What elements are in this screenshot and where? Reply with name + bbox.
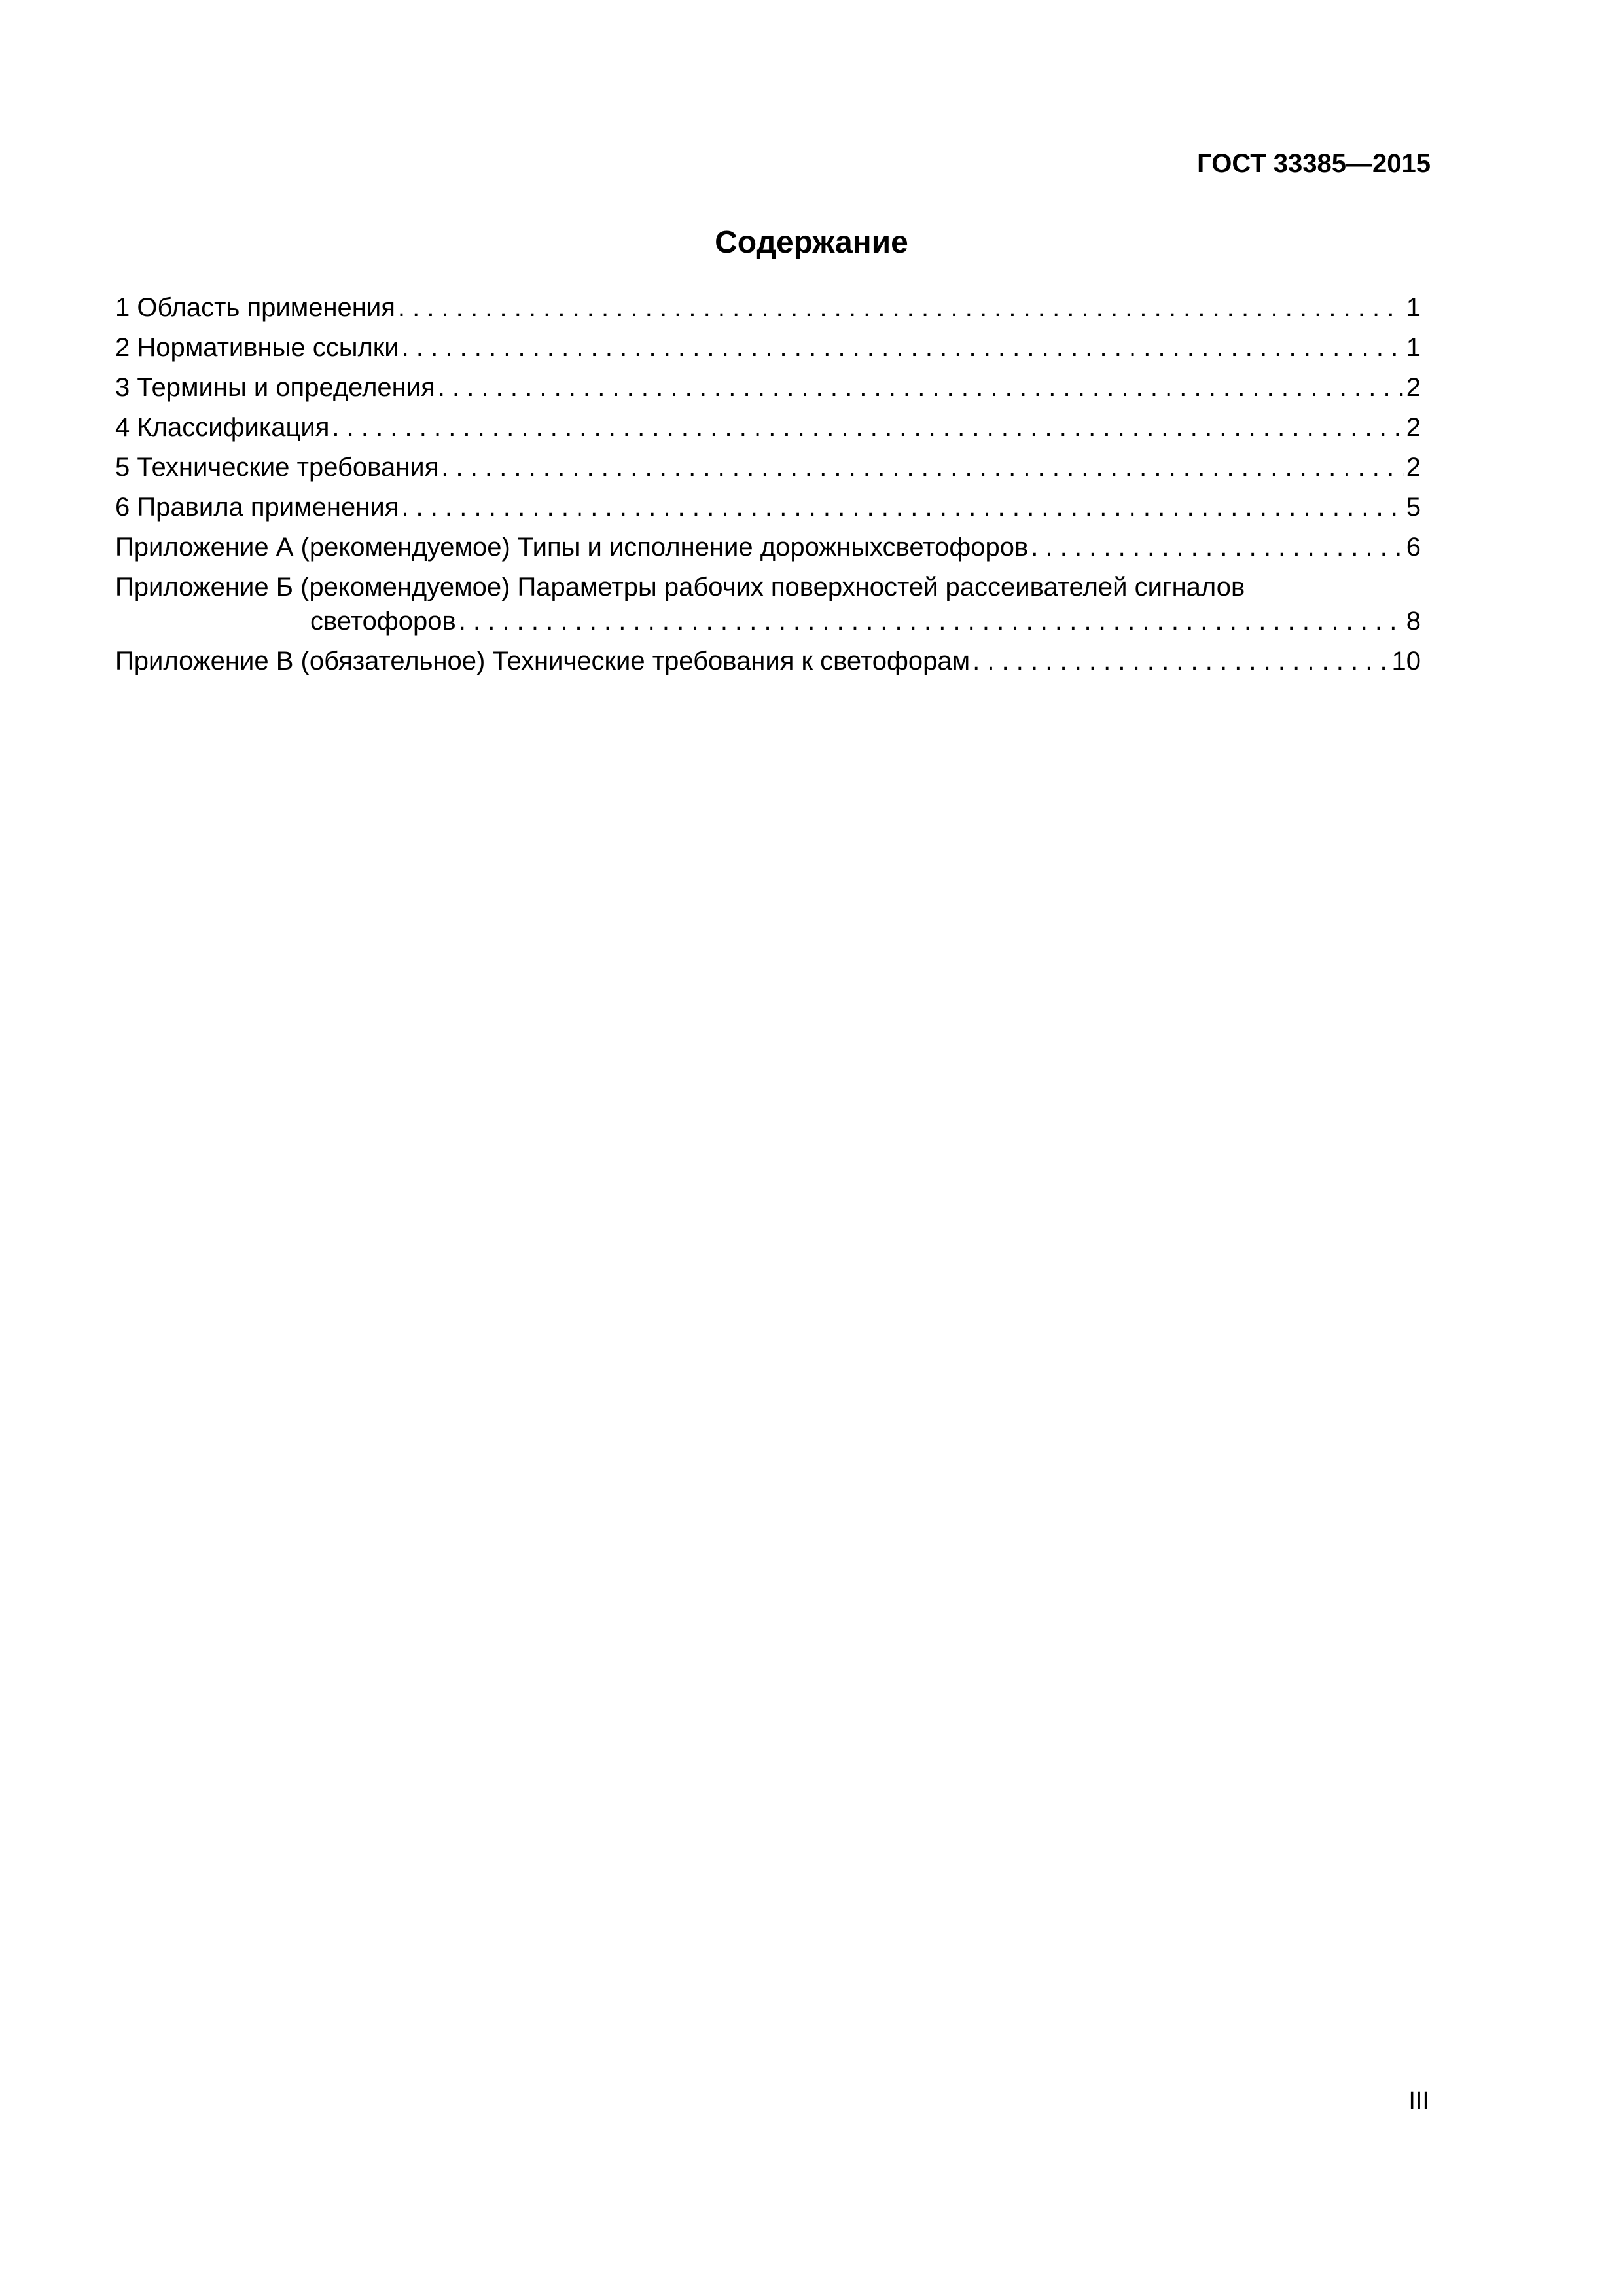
toc-entry[interactable] — [115, 571, 1421, 638]
toc-entry-label: Приложение В (обязательное) Технические требования к светофорам — [115, 647, 971, 675]
toc-entry-page: 1 — [1406, 293, 1421, 322]
toc-entry-continuation — [115, 605, 1421, 638]
toc-dot-leader — [441, 452, 1403, 483]
toc-entry[interactable] — [115, 492, 1421, 531]
toc-dot-leader — [438, 372, 1404, 403]
toc-entry-page: 1 — [1406, 333, 1421, 362]
toc-entry-label: 2 Нормативные ссылки — [115, 333, 399, 362]
toc-dot-leader — [398, 292, 1404, 323]
toc-entry-label: 6 Правила применения — [115, 493, 399, 522]
toc-dot-leader — [332, 412, 1403, 443]
toc-entry-label: Приложение А (рекомендуемое) Типы и исполнение дорожныхсветофоров — [115, 533, 1029, 562]
toc-entry-label: 1 Область применения — [115, 293, 395, 322]
toc-entry-page: 8 — [1406, 607, 1421, 636]
table-of-contents — [115, 292, 1421, 685]
toc-entry-label: Приложение Б (рекомендуемое) Параметры рабочих поверхностей рассеивателей сигналов — [115, 573, 1245, 601]
toc-entry-page: 6 — [1406, 533, 1421, 562]
document-code: ГОСТ 33385—2015 — [1197, 149, 1431, 178]
toc-dot-leader — [1031, 531, 1403, 563]
toc-dot-leader — [972, 645, 1389, 677]
toc-entry[interactable] — [115, 452, 1421, 492]
toc-entry-page: 2 — [1406, 373, 1421, 402]
toc-entry[interactable] — [115, 531, 1421, 571]
toc-title: Содержание — [715, 225, 908, 260]
toc-entry[interactable] — [115, 292, 1421, 332]
toc-entry-page: 10 — [1391, 647, 1421, 675]
toc-entry[interactable] — [115, 332, 1421, 372]
toc-entry-label: 5 Технические требования — [115, 453, 439, 482]
toc-entry-label: 3 Термины и определения — [115, 373, 435, 402]
toc-entry[interactable] — [115, 645, 1421, 685]
toc-dot-leader — [401, 492, 1403, 523]
toc-dot-leader — [402, 332, 1404, 363]
toc-entry-page: 2 — [1406, 453, 1421, 482]
toc-entry[interactable] — [115, 412, 1421, 452]
toc-entry-page: 5 — [1406, 493, 1421, 522]
page-number: III — [1408, 2087, 1429, 2115]
toc-entry-label: 4 Классификация — [115, 413, 330, 442]
toc-entry-page: 2 — [1406, 413, 1421, 442]
toc-entry[interactable] — [115, 372, 1421, 412]
toc-entry-label-continued: светофоров — [310, 607, 456, 636]
toc-dot-leader — [459, 605, 1404, 637]
